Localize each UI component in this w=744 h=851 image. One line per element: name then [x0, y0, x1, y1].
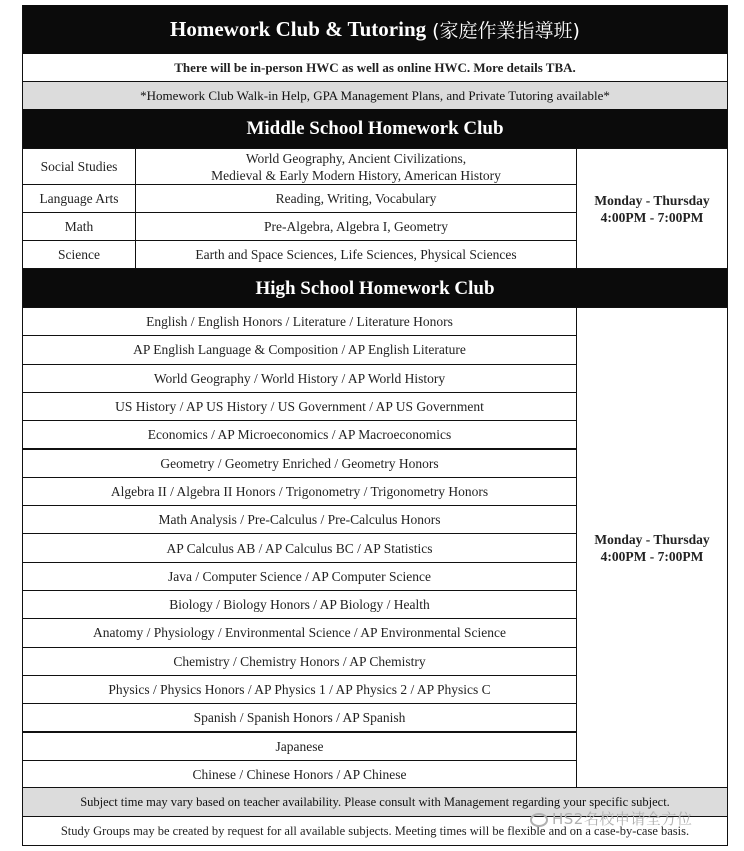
hs-schedule-cell [576, 307, 728, 788]
hs-subject-row: AP Calculus AB / AP Calculus BC / AP Statistics [22, 533, 577, 562]
page-title: Homework Club & Tutoring [170, 17, 427, 41]
ms-topics-math: Pre-Algebra, Algebra I, Geometry [135, 212, 577, 241]
wechat-icon [530, 813, 548, 827]
footer-text-2: Study Groups may be created by request for all available subjects. Meeting times will be flexible and on a case-by-case basis. [60, 823, 690, 838]
ms-subject-math: Math [22, 212, 136, 241]
high-school-heading [22, 269, 728, 308]
notice-bar [22, 54, 728, 81]
watermark [530, 808, 692, 829]
hs-subject-row: Math Analysis / Pre-Calculus / Pre-Calculus Honors [22, 505, 577, 534]
hs-subject-row: Chinese / Chinese Honors / AP Chinese [22, 760, 577, 789]
hs-subject-row: English / English Honors / Literature / Literature Honors [22, 307, 577, 336]
middle-school-title: Middle School Homework Club [246, 117, 504, 139]
ms-schedule-cell [576, 148, 728, 269]
ms-topics-language-arts: Reading, Writing, Vocabulary [135, 184, 577, 213]
hs-subject-row: Physics / Physics Honors / AP Physics 1 / AP Physics 2 / AP Physics C [22, 675, 577, 704]
services-text: *Homework Club Walk-in Help, GPA Management Plans, and Private Tutoring available* [140, 87, 610, 103]
notice-text: There will be in-person HWC as well as online HWC. More details TBA. [174, 59, 576, 75]
hs-subject-row: World Geography / World History / AP World History [22, 364, 577, 393]
page-title-cjk: (家庭作業指導班) [432, 20, 580, 42]
hs-subject-row: US History / AP US History / US Government / AP US Government [22, 392, 577, 421]
ms-subject-social-studies: Social Studies [22, 148, 136, 185]
hs-subject-row: Java / Computer Science / AP Computer Science [22, 562, 577, 591]
hs-subject-row: AP English Language & Composition / AP English Literature [22, 335, 577, 364]
ms-topics-social-studies [135, 148, 577, 185]
hs-subject-row: Chemistry / Chemistry Honors / AP Chemistry [22, 647, 577, 676]
hs-subject-row: Japanese [22, 732, 577, 761]
ms-subject-language-arts: Language Arts [22, 184, 136, 213]
hs-subject-row: Geometry / Geometry Enriched / Geometry Honors [22, 449, 577, 478]
ms-schedule-time: 4:00PM - 7:00PM [600, 209, 704, 225]
middle-school-heading [22, 109, 728, 148]
hs-subject-row: Biology / Biology Honors / AP Biology / Health [22, 590, 577, 619]
hs-schedule-time: 4:00PM - 7:00PM [600, 548, 704, 564]
watermark-text: HS2名校申请全方位 [552, 810, 693, 828]
footer-text-1: Subject time may vary based on teacher availability. Please consult with Management regarding your specific subject. [80, 794, 670, 809]
hs-subject-row: Algebra II / Algebra II Honors / Trigonometry / Trigonometry Honors [22, 477, 577, 506]
high-school-title: High School Homework Club [255, 277, 495, 299]
ms-topics-line: World Geography, Ancient Civilizations, [245, 150, 467, 166]
hs-subject-row: Economics / AP Microeconomics / AP Macroeconomics [22, 420, 577, 449]
hs-schedule-days: Monday - Thursday [594, 531, 710, 547]
ms-schedule-days: Monday - Thursday [594, 192, 710, 208]
hs-subject-row: Anatomy / Physiology / Environmental Science / AP Environmental Science [22, 618, 577, 647]
services-bar [22, 81, 728, 109]
ms-subject-science: Science [22, 240, 136, 269]
ms-topics-line: Medieval & Early Modern History, American History [211, 167, 501, 183]
hs-subject-row: Spanish / Spanish Honors / AP Spanish [22, 703, 577, 732]
ms-topics-science: Earth and Space Sciences, Life Sciences, Physical Sciences [135, 240, 577, 269]
title-bar [22, 5, 728, 54]
